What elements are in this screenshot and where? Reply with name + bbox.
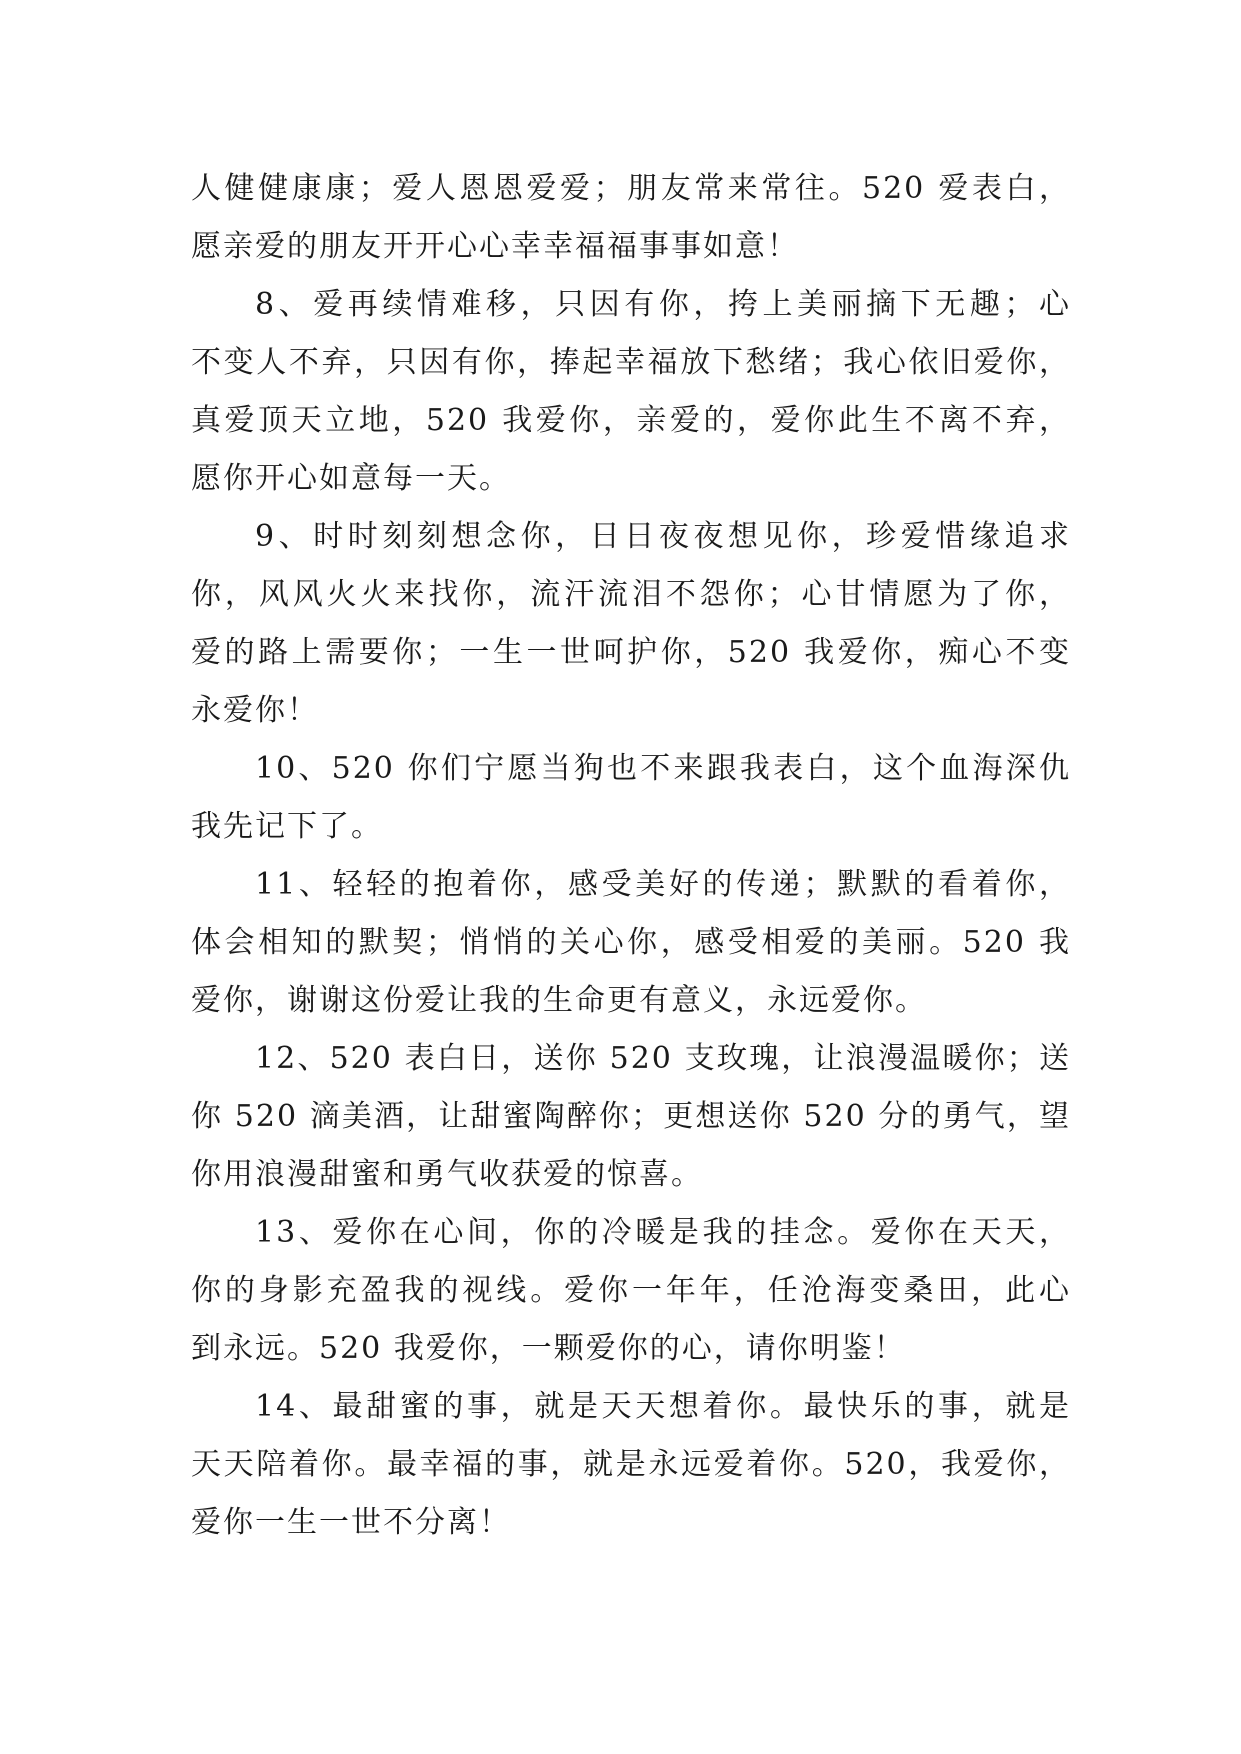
- text-line: 天天陪着你。最幸福的事，就是永远爱着你。520，我爱你，: [191, 1447, 1071, 1482]
- text-line: 永爱你！: [191, 693, 319, 728]
- paragraph-12-start: 12、520 表白日，送你 520 支玫瑰，让浪漫温暖你；送: [255, 1041, 1071, 1076]
- text-line: 愿亲爱的朋友开开心心幸幸福福事事如意！: [191, 229, 799, 264]
- paragraph-11-start: 11、轻轻的抱着你，感受美好的传递；默默的看着你，: [255, 867, 1071, 902]
- paragraph-14-start: 14、最甜蜜的事，就是天天想着你。最快乐的事，就是: [255, 1389, 1071, 1424]
- text-line: 爱你一生一世不分离！: [191, 1505, 511, 1540]
- document-body: [191, 160, 1071, 1552]
- text-line: 你，风风火火来找你，流汗流泪不怨你；心甘情愿为了你，: [191, 577, 1071, 612]
- text-line: 我先记下了。: [191, 809, 383, 844]
- text-line: 人健健康康；爱人恩恩爱爱；朋友常来常往。520 爱表白，: [191, 171, 1071, 206]
- text-line: 体会相知的默契；悄悄的关心你，感受相爱的美丽。520 我: [191, 925, 1071, 960]
- text-line: 你 520 滴美酒，让甜蜜陶醉你；更想送你 520 分的勇气，望: [191, 1099, 1071, 1134]
- text-line: 愿你开心如意每一天。: [191, 461, 511, 496]
- text-line: 爱的路上需要你；一生一世呵护你，520 我爱你，痴心不变: [191, 635, 1071, 670]
- text-line: 不变人不弃，只因有你，捧起幸福放下愁绪；我心依旧爱你，: [191, 345, 1071, 380]
- text-line: 到永远。520 我爱你，一颗爱你的心，请你明鉴！: [191, 1331, 906, 1366]
- text-line: 你的身影充盈我的视线。爱你一年年，任沧海变桑田，此心: [191, 1273, 1071, 1308]
- text-line: 你用浪漫甜蜜和勇气收获爱的惊喜。: [191, 1157, 703, 1192]
- text-line: 爱你，谢谢这份爱让我的生命更有意义，永远爱你。: [191, 983, 927, 1018]
- paragraph-8-start: 8、爱再续情难移，只因有你，挎上美丽摘下无趣；心: [255, 287, 1071, 322]
- paragraph-10-start: 10、520 你们宁愿当狗也不来跟我表白，这个血海深仇: [255, 751, 1071, 786]
- paragraph-13-start: 13、爱你在心间，你的冷暖是我的挂念。爱你在天天，: [255, 1215, 1071, 1250]
- text-line: 真爱顶天立地，520 我爱你，亲爱的，爱你此生不离不弃，: [191, 403, 1071, 438]
- paragraph-9-start: 9、时时刻刻想念你，日日夜夜想见你，珍爱惜缘追求: [255, 519, 1071, 554]
